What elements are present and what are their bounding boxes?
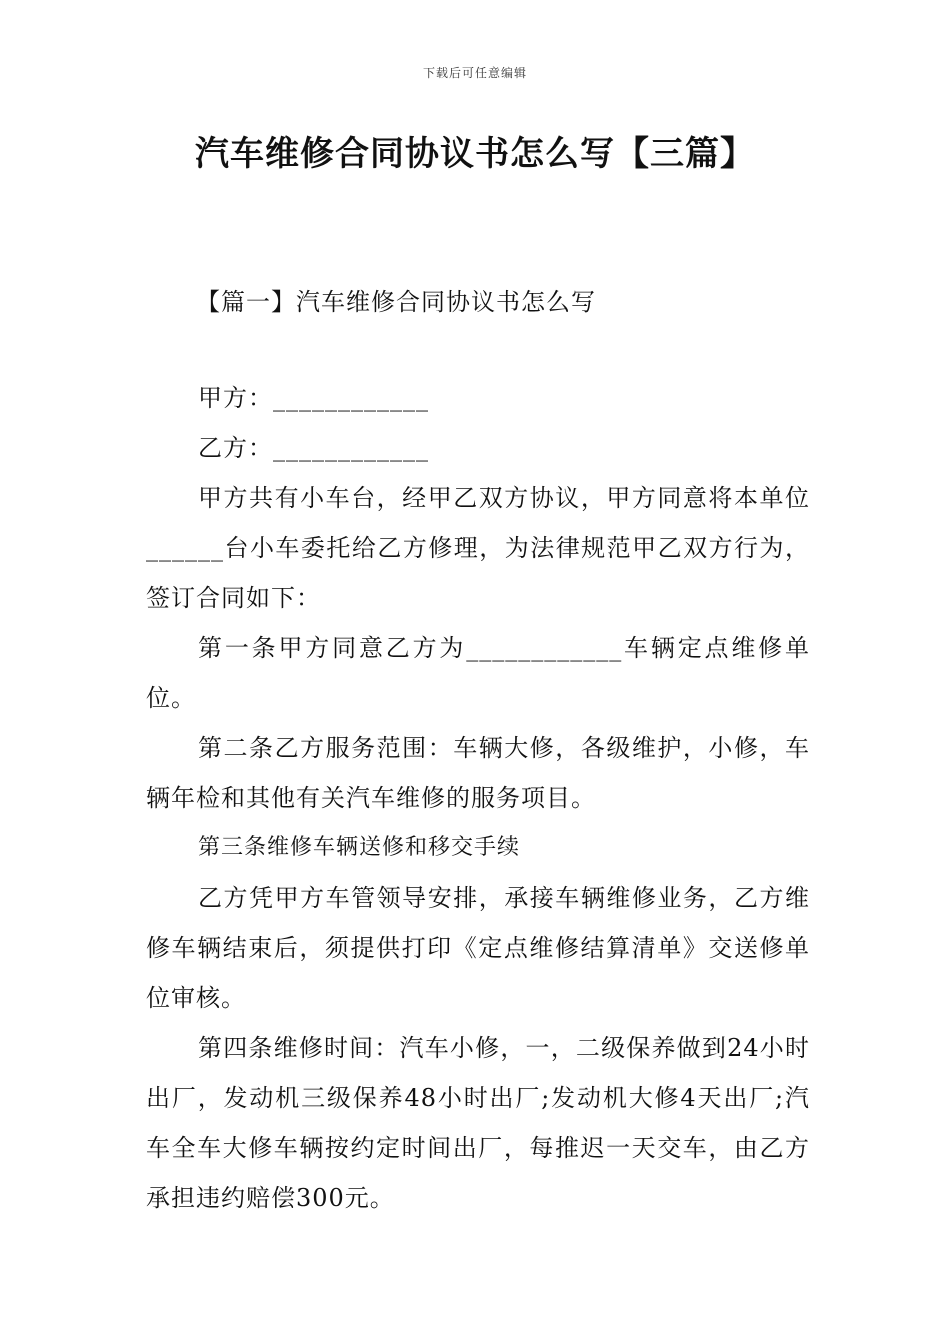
contract-body <box>146 373 810 1223</box>
article-3-heading: 第三条维修车辆送修和移交手续 <box>198 835 521 860</box>
party-a-line: 甲方：____________ <box>198 384 429 412</box>
article-2: 第二条乙方服务范围：车辆大修，各级维护，小修，车辆年检和其他有关汽车维修的服务项目。 <box>146 734 810 812</box>
party-b-line: 乙方：____________ <box>198 434 429 462</box>
article-3-body: 乙方凭甲方车管领导安排，承接车辆维修业务，乙方维修车辆结束后，须提供打印《定点维修结算清单》交送修单位审核。 <box>146 884 810 1012</box>
section-heading: 【篇一】汽车维修合同协议书怎么写 <box>196 288 596 316</box>
intro-paragraph: 甲方共有小车台，经甲乙双方协议，甲方同意将本单位______台小车委托给乙方修理，为法律规范甲乙双方行为，签订合同如下： <box>146 484 810 612</box>
header-note: 下载后可任意编辑 <box>422 66 527 80</box>
article-1: 第一条甲方同意乙方为____________车辆定点维修单位。 <box>146 634 810 712</box>
article-4: 第四条维修时间：汽车小修，一，二级保养做到24小时出厂，发动机三级保养48小时出厂;发动机大修4天出厂;汽车全车大修车辆按约定时间出厂，每推迟一天交车，由乙方承担违约赔偿300元。 <box>146 1034 810 1212</box>
document-title: 汽车维修合同协议书怎么写【三篇】 <box>195 134 755 174</box>
